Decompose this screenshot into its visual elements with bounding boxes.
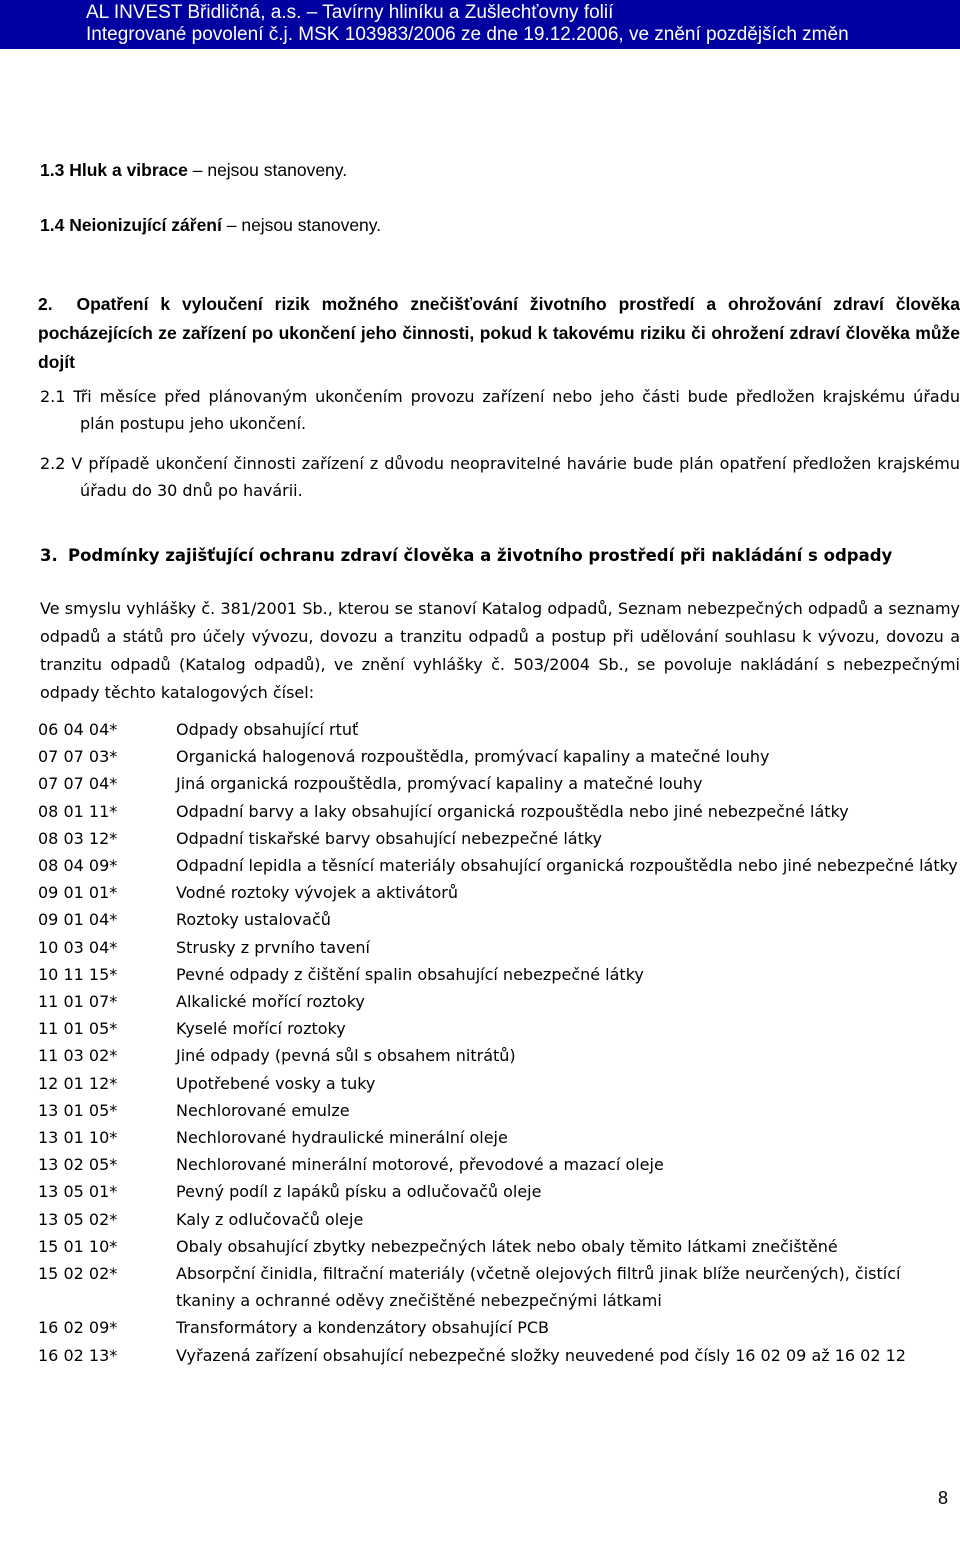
waste-description: Nechlorované hydraulické minerální oleje bbox=[176, 1128, 508, 1148]
waste-row bbox=[38, 961, 960, 988]
waste-row bbox=[38, 1260, 960, 1314]
waste-description: Nechlorované minerální motorové, převodové a mazací oleje bbox=[176, 1155, 664, 1175]
section-2-number: 2. bbox=[38, 294, 53, 314]
section-1-3 bbox=[40, 160, 347, 181]
section-3-number: 3. bbox=[40, 546, 58, 565]
waste-row bbox=[38, 934, 960, 961]
waste-row bbox=[38, 770, 960, 797]
waste-description: Obaly obsahující zbytky nebezpečných látek nebo obaly těmito látkami znečištěné bbox=[176, 1236, 838, 1256]
waste-description: Odpadní lepidla a těsnící materiály obsahující organická rozpouštědla nebo jiné nebezpečné látky bbox=[176, 856, 958, 876]
waste-description: Kyselé mořící roztoky bbox=[176, 1019, 346, 1039]
section-1-3-title: 1.3 Hluk a vibrace bbox=[40, 160, 188, 180]
waste-code: 11 03 02* bbox=[38, 1046, 118, 1066]
waste-row bbox=[38, 1178, 960, 1205]
waste-code: 12 01 12* bbox=[38, 1073, 118, 1093]
waste-description: Upotřebené vosky a tuky bbox=[176, 1073, 376, 1093]
waste-code: 16 02 09* bbox=[38, 1318, 118, 1338]
waste-description: Vyřazená zařízení obsahující nebezpečné složky neuvedené pod čísly 16 02 09 až 16 02 12 bbox=[176, 1345, 906, 1365]
header-line-permit: Integrované povolení č.j. MSK 103983/2006 ze dne 19.12.2006, ve znění pozdějších změn bbox=[86, 24, 849, 45]
waste-code: 15 02 02* bbox=[38, 1264, 118, 1284]
section-1-4-text: – nejsou stanoveny. bbox=[221, 215, 382, 235]
item-2-2 bbox=[40, 450, 960, 504]
waste-description: Pevné odpady z čištění spalin obsahující nebezpečné látky bbox=[176, 964, 644, 984]
waste-description: Kaly z odlučovačů oleje bbox=[176, 1209, 364, 1229]
waste-code: 09 01 01* bbox=[38, 883, 118, 903]
section-2-title: Opatření k vyloučení rizik možného znečišťování životního prostředí a ohrožování zdraví člověka pocházejících ze zařízení po ukončení jeho činnosti, pokud k takovému riziku či ohrožení zdraví člověka může dojít bbox=[38, 294, 960, 372]
waste-description: Nechlorované emulze bbox=[176, 1100, 350, 1120]
waste-row bbox=[38, 798, 960, 825]
waste-code: 11 01 07* bbox=[38, 992, 118, 1012]
section-1-3-text: – nejsou stanoveny. bbox=[187, 160, 348, 180]
waste-code: 07 07 03* bbox=[38, 747, 118, 767]
document-header bbox=[0, 0, 960, 49]
section-3-title: Podmínky zajišťující ochranu zdraví člověka a životního prostředí při nakládání s odpady bbox=[68, 546, 893, 565]
waste-code: 16 02 13* bbox=[38, 1345, 118, 1365]
waste-description: Pevný podíl z lapáků písku a odlučovačů oleje bbox=[176, 1182, 542, 1202]
waste-description: Jiná organická rozpouštědla, promývací kapaliny a matečné louhy bbox=[176, 774, 703, 794]
waste-description: Odpadní barvy a laky obsahující organická rozpouštědla nebo jiné nebezpečné látky bbox=[176, 801, 849, 821]
intro-permission-text: , se povoluje nakládání s nebezpečnými odpady těchto katalogových čísel: bbox=[40, 655, 960, 702]
waste-row bbox=[38, 1070, 960, 1097]
waste-description: Transformátory a kondenzátory obsahující PCB bbox=[176, 1318, 550, 1338]
waste-row bbox=[38, 1042, 960, 1069]
waste-code: 08 01 11* bbox=[38, 801, 118, 821]
intro-decree-text: , kterou se stanoví Katalog odpadů, Seznam nebezpečných odpadů a seznamy odpadů a států pro účely vývozu, dovozu a tranzitu odpadů a postup při udělování souhlasu k vývozu, dovozu a tranzitu odpadů (Katalog odpadů), ve znění vyhlášky č. 503/2004 Sb. bbox=[40, 599, 960, 674]
waste-code: 07 07 04* bbox=[38, 774, 118, 794]
waste-row bbox=[38, 743, 960, 770]
waste-catalog-table bbox=[38, 716, 960, 1369]
waste-row bbox=[38, 1206, 960, 1233]
waste-description: Jiné odpady (pevná sůl s obsahem nitrátů) bbox=[176, 1046, 516, 1066]
section-1-4-title: 1.4 Neionizující záření bbox=[40, 215, 222, 235]
waste-code: 09 01 04* bbox=[38, 910, 118, 930]
waste-code: 15 01 10* bbox=[38, 1236, 118, 1256]
waste-description: Alkalické mořící roztoky bbox=[176, 992, 365, 1012]
waste-row bbox=[38, 1342, 960, 1369]
waste-row bbox=[38, 852, 960, 879]
waste-description: Vodné roztoky vývojek a aktivátorů bbox=[176, 883, 459, 903]
waste-code: 11 01 05* bbox=[38, 1019, 118, 1039]
waste-row bbox=[38, 1015, 960, 1042]
waste-row bbox=[38, 1097, 960, 1124]
section-1-4 bbox=[40, 215, 381, 236]
waste-description: Odpady obsahující rtuť bbox=[176, 720, 359, 739]
waste-row bbox=[38, 825, 960, 852]
item-2-1-text: 2.1 Tři měsíce před plánovaným ukončením provozu zařízení nebo jeho části bude předložen krajskému úřadu plán postupu jeho ukončení. bbox=[40, 387, 960, 433]
waste-code: 10 11 15* bbox=[38, 964, 118, 984]
header-line-company: AL INVEST Břidličná, a.s. – Tavírny hliníku a Zušlechťovny folií bbox=[86, 2, 614, 23]
waste-row bbox=[38, 879, 960, 906]
waste-code: 08 03 12* bbox=[38, 828, 118, 848]
waste-description: Roztoky ustalovačů bbox=[176, 910, 331, 930]
waste-code: 13 02 05* bbox=[38, 1155, 118, 1175]
waste-code: 08 04 09* bbox=[38, 856, 118, 876]
section-2-heading bbox=[38, 290, 960, 377]
item-2-2-text: 2.2 V případě ukončení činnosti zařízení z důvodu neopravitelné havárie bude plán opatření předložen krajskému úřadu do 30 dnů po havárii. bbox=[40, 454, 960, 500]
page-number: 8 bbox=[937, 1488, 948, 1508]
waste-code: 13 05 02* bbox=[38, 1209, 118, 1229]
intro-decree-ref: Ve smyslu vyhlášky č. 381/2001 Sb. bbox=[40, 599, 328, 618]
waste-row bbox=[38, 1314, 960, 1341]
waste-row bbox=[38, 716, 960, 743]
section-3-heading bbox=[40, 542, 960, 569]
item-2-1 bbox=[40, 383, 960, 437]
waste-code: 13 05 01* bbox=[38, 1182, 118, 1202]
waste-code: 10 03 04* bbox=[38, 937, 118, 957]
waste-row bbox=[38, 1124, 960, 1151]
section-3-intro bbox=[40, 595, 960, 707]
waste-row bbox=[38, 906, 960, 933]
waste-description: Strusky z prvního tavení bbox=[176, 937, 370, 957]
waste-description: Odpadní tiskařské barvy obsahující nebezpečné látky bbox=[176, 828, 603, 848]
waste-row bbox=[38, 988, 960, 1015]
waste-code: 06 04 04* bbox=[38, 720, 118, 739]
waste-row bbox=[38, 1233, 960, 1260]
waste-code: 13 01 10* bbox=[38, 1128, 118, 1148]
waste-description: Absorpční činidla, filtrační materiály (včetně olejových filtrů jinak blíže neurčených), čistící tkaniny a ochranné oděvy znečištěné nebezpečnými látkami bbox=[176, 1264, 901, 1311]
waste-description: Organická halogenová rozpouštědla, promývací kapaliny a matečné louhy bbox=[176, 747, 770, 767]
waste-code: 13 01 05* bbox=[38, 1100, 118, 1120]
waste-row bbox=[38, 1151, 960, 1178]
